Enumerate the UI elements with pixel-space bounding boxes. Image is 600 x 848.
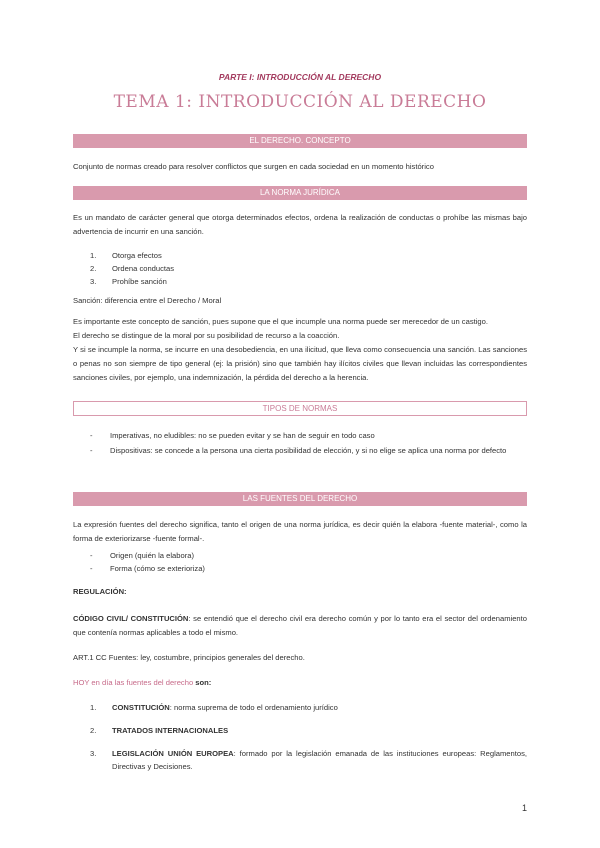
art-text: ART.1 CC Fuentes: ley, costumbre, principios generales del derecho. [73, 653, 305, 662]
list-item: - Dispositivas: se concede a la persona una cierta posibilidad de elección, y si no elige se aplica una norma por defecto [90, 446, 507, 455]
list-item: 2. Ordena conductas [90, 264, 175, 273]
sancion-p2: El derecho se distingue de la moral por su posibilidad de recurso a la coacción. [73, 331, 340, 340]
list-item: - Forma (cómo se exterioriza) [90, 564, 205, 573]
hoy-list [73, 701, 527, 773]
hoy-suffix: son: [193, 678, 212, 687]
regulacion-label: REGULACIÓN: [73, 587, 127, 596]
section-bar-norma: LA NORMA JURÍDICA [73, 186, 527, 200]
fuentes-list [73, 549, 527, 575]
list-item: 1. CONSTITUCIÓN: norma suprema de todo el ordenamiento jurídico [90, 703, 338, 712]
norma-text: Es un mandato de carácter general que otorga determinados efectos, ordena la realización de conductas o prohíbe las mismas bajo advertencia de incurrir en una sanción. [73, 213, 527, 236]
list-item: 1. Otorga efectos [90, 251, 162, 260]
sancion-paragraph [73, 315, 527, 385]
hoy-line [73, 676, 527, 690]
list-item: 3. LEGISLACIÓN UNIÓN EUROPEA: formado por la legislación emanada de las instituciones europeas: Reglamentos, Directivas y Decisiones. [90, 749, 527, 771]
codigo-paragraph [73, 612, 527, 640]
codigo-label: CÓDIGO CIVIL/ CONSTITUCIÓN [73, 614, 189, 623]
page-number: 1 [521, 803, 527, 813]
sancion-p1: Es importante este concepto de sanción, pues supone que el que incumple una norma puede ser merecedor de un castigo. [73, 317, 488, 326]
tema-title: TEMA 1: INTRODUCCIÓN AL DERECHO [113, 92, 487, 112]
sancion-line: Sanción: diferencia entre el Derecho / Moral [73, 296, 222, 305]
hoy-label: HOY en día las fuentes del derecho [73, 678, 194, 687]
part-heading: PARTE I: INTRODUCCIÓN AL DERECHO [218, 72, 382, 82]
section-bar-concepto: EL DERECHO. CONCEPTO [73, 134, 527, 148]
norma-list [73, 249, 527, 288]
section-bar-tipos: TIPOS DE NORMAS [73, 401, 527, 416]
sancion-p3: Y si se incumple la norma, se incurre en una desobediencia, en una ilicitud, que lleva como consecuencia una sanción. Las sanciones o penas no son siempre de tipo general (ej: la prisión) sino que también hay ilícitos civiles que llevan incluidas las correspondientes sanciones civiles, por ejemplo, una indemnización, la pérdida del derecho a la herencia. [73, 345, 527, 382]
list-item: - Origen (quién la elabora) [90, 551, 195, 560]
list-item: 3. Prohíbe sanción [90, 277, 167, 286]
codigo-text: : se entendió que el derecho civil era derecho común y por lo tanto era el sector del ordenamiento que contenía normas aplicables a todo el mismo. [73, 614, 527, 637]
list-item: 2. TRATADOS INTERNACIONALES [90, 726, 229, 735]
list-item: - Imperativas, no eludibles: no se pueden evitar y se han de seguir en todo caso [90, 431, 375, 440]
fuentes-text: La expresión fuentes del derecho significa, tanto el origen de una norma jurídica, es decir quién la elabora -fuente material-, como la forma de exteriorizarse -fuente formal-. [73, 520, 527, 543]
tipos-list [73, 429, 527, 457]
section-bar-fuentes: LAS FUENTES DEL DERECHO [73, 492, 527, 506]
concepto-text: Conjunto de normas creado para resolver conflictos que surgen en cada sociedad en un momento histórico [73, 162, 434, 171]
